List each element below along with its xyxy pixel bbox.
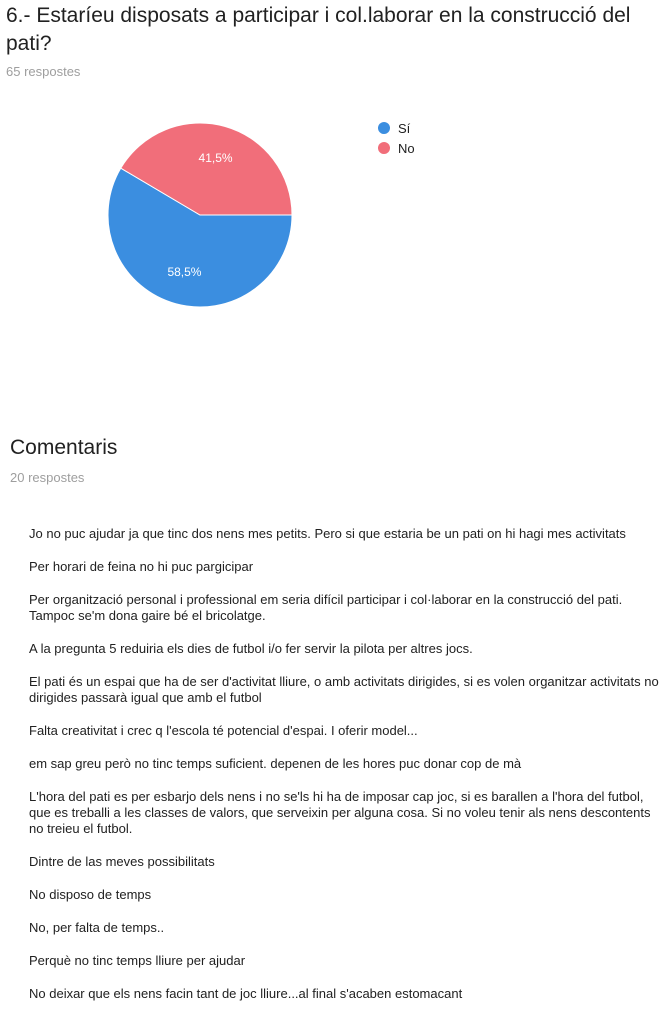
legend-label-si: Sí — [398, 120, 411, 136]
comment-item: No disposo de temps — [29, 887, 152, 902]
comment-item: Per horari de feina no hi puc pargicipar — [29, 559, 254, 574]
legend-dot-si — [378, 122, 390, 134]
pie-label-no: 41,5% — [198, 151, 233, 166]
comment-item: Perquè no tinc temps lliure per ajudar — [29, 953, 246, 968]
comment-item: A la pregunta 5 reduiria els dies de futbol i/o fer servir la pilota per altres jocs. — [29, 641, 473, 656]
comments-response-count: 20 respostes — [10, 470, 85, 485]
question-title: 6.- Estaríeu disposats a participar i col.laborar en la construcció del pati? — [6, 4, 631, 55]
comments-list — [29, 526, 661, 1019]
comment-item: Jo no puc ajudar ja que tinc dos nens mes petits. Pero si que estaria be un pati on hi hagi mes activitats — [29, 526, 626, 541]
pie-chart — [100, 115, 300, 315]
comment-item: No deixar que els nens facin tant de joc lliure...al final s'acaben estomacant — [29, 986, 463, 1001]
question-response-count: 65 respostes — [6, 64, 81, 79]
comment-item: L'hora del pati es per esbarjo dels nens i no se'ls hi ha de imposar cap joc, si es barallen a l'hora del futbol, que es treballi a les classes de valors, que serveixin per alguna cosa. Si no voleu tenir als nens descontents no treieu el futbol. — [29, 789, 651, 836]
pie-label-si: 58,5% — [167, 264, 202, 279]
chart-legend — [378, 118, 415, 158]
comments-title: Comentaris — [10, 436, 118, 459]
comment-item: No, per falta de temps.. — [29, 920, 165, 935]
legend-label-no: No — [398, 140, 415, 156]
comment-item: Per organització personal i professional em seria difícil participar i col·laborar en la construcció del pati. Tampoc se'm dona gaire bé el bricolatge. — [29, 592, 623, 623]
legend-dot-no — [378, 142, 390, 154]
comment-item: Falta creativitat i crec q l'escola té potencial d'espai. I oferir model... — [29, 723, 418, 738]
comment-item: El pati és un espai que ha de ser d'activitat lliure, o amb activitats dirigides, si es volen organitzar activitats no dirigides passarà igual que amb el futbol — [29, 674, 659, 705]
legend-item-si[interactable] — [378, 118, 415, 138]
legend-item-no[interactable] — [378, 138, 415, 158]
comment-item: em sap greu però no tinc temps suficient. depenen de les hores puc donar cop de mà — [29, 756, 522, 771]
comment-item: Dintre de las meves possibilitats — [29, 854, 215, 869]
